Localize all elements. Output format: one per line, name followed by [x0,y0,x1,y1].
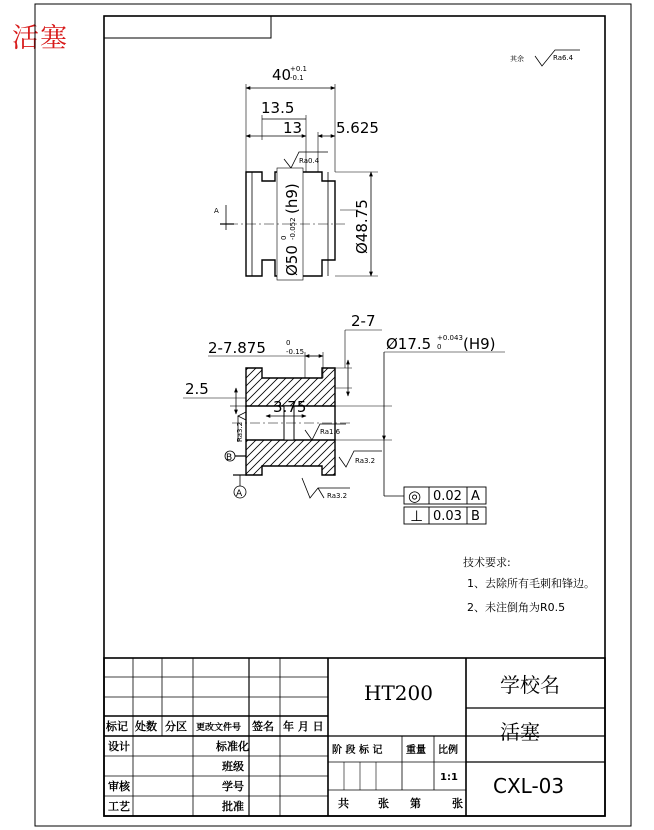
corner-box [104,16,271,38]
school-name: 学校名 [500,673,560,697]
header-zone: 分区 [165,720,187,733]
datum-a: A [236,489,243,499]
header-sign: 签名 [252,720,274,733]
tech-req-item-1: 1、去除所有毛刺和锋边。 [467,577,595,590]
ra-3-2-left: Ra3.2 [236,421,244,442]
label-sheets-2: 张 [452,797,463,810]
tol-frame-2-datum: B [471,509,480,524]
dim-overall-width-tol-upper: +0.1 [290,65,307,73]
label-scale: 比例 [438,745,458,756]
surface-note-ra: Ra6.4 [553,54,574,62]
geometric-tolerance-frames [384,440,486,525]
header-change-doc: 更改文件号 [196,723,242,733]
dim-bore: Ø17.5 [386,335,432,353]
dim-2-5: 2.5 [185,380,209,398]
label-class: 班级 [222,760,244,773]
tech-req-title: 技术要求: [463,556,511,569]
tol-frame-1-value: 0.02 [433,489,462,504]
dim-groove-2-7: 2-7 [351,312,376,330]
material: HT200 [364,681,433,705]
label-weight: 重量 [406,745,426,756]
label-approve: 批准 [222,800,244,813]
dim-5-625: 5.625 [336,119,379,137]
ra-1-6: Ra1.6 [320,428,341,436]
dim-groove-7-875: 2-7.875 [208,339,266,357]
technical-requirements [463,555,595,614]
dim-dia-50: Ø50 [283,245,301,276]
title-block-text [105,673,564,813]
dim-dia-48-75: Ø48.75 [353,199,371,254]
dim-bore-tol-lower: 0 [437,343,442,351]
section-view [183,312,505,500]
dim-bore-tol-upper: +0.043 [437,334,463,342]
dim-groove-7-875-tol-lower: -0.15 [286,348,305,356]
label-stage-mark: 阶 段 标 记 [332,745,383,756]
header-date: 年 月 日 [283,720,324,733]
tech-req-item-2: 2、未注倒角为R0.5 [467,601,566,614]
dim-3-75: 3.75 [273,398,307,416]
section-lower-half [246,440,335,475]
header-mark: 标记 [106,720,128,733]
label-standardization: 标准化 [216,740,249,753]
datum-b: B [226,453,233,463]
dim-13-5: 13.5 [261,99,295,117]
dim-overall-width: 40 [272,66,292,84]
surface-note-label: 其余 [510,55,524,63]
datum-a-small: A [214,207,219,215]
dim-13: 13 [283,119,303,137]
dim-overall-width-tol-lower: -0.1 [290,74,304,82]
dim-bore-fit: (H9) [463,335,496,353]
dim-dia-50-fit: (h9) [283,183,301,214]
label-sheet-no: 第 [410,797,421,810]
outer-border [35,4,631,826]
label-process: 工艺 [108,800,130,813]
dim-groove-7-875-tol-upper: 0 [286,339,291,347]
general-roughness-note [510,50,580,66]
label-sheets-1: 张 [378,797,389,810]
scale-value: 1:1 [440,772,458,783]
label-design: 设计 [108,740,130,753]
part-title-stamp: 活塞 [12,23,68,54]
label-review: 审核 [108,780,130,793]
tol-frame-2-value: 0.03 [433,509,462,524]
label-student-no: 学号 [222,780,244,793]
tol-frame-1-datum: A [471,489,480,504]
header-count: 处数 [135,720,157,733]
ra-3-2-right: Ra3.2 [355,457,376,465]
top-view [214,65,379,280]
perpendicularity-icon: ⊥ [410,507,424,525]
dim-dia-50-tol-upper: 0 [280,235,288,240]
part-name: 活塞 [500,720,540,744]
drawing-number: CXL-03 [493,774,565,798]
dim-dia-50-tol-lower: -0.052 [289,217,297,240]
ra-3-2-bottom: Ra3.2 [327,492,348,500]
ra-top: Ra0.4 [299,157,320,165]
concentricity-icon: ◎ [408,487,422,505]
label-total: 共 [338,797,349,810]
